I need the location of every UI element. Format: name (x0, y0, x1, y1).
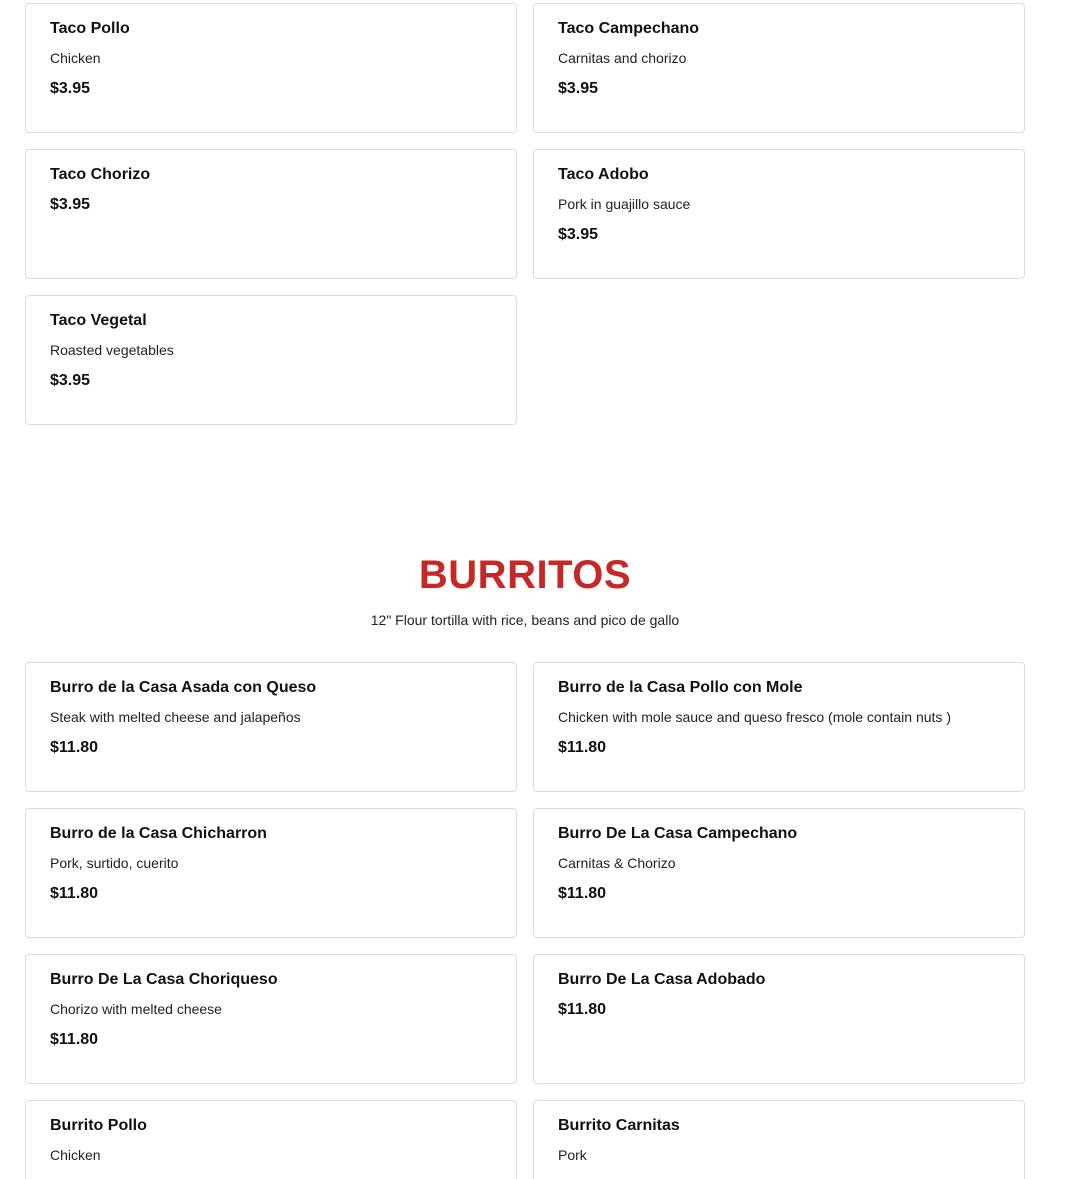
item-name: Burro de la Casa Pollo con Mole (558, 679, 803, 696)
item-price: $11.80 (558, 1001, 607, 1018)
item-name: Taco Pollo (50, 20, 130, 37)
item-description: Steak with melted cheese and jalapeños (50, 709, 301, 725)
item-description: Pork (558, 1147, 587, 1163)
item-name: Taco Chorizo (50, 166, 151, 183)
menu-item-card[interactable] (25, 662, 517, 792)
menu-item-card[interactable] (533, 149, 1025, 279)
section-title: BURRITOS (418, 553, 632, 597)
menu-item-card[interactable] (25, 954, 517, 1084)
item-description: Chicken (50, 50, 101, 66)
item-price: $11.80 (558, 885, 607, 902)
item-description: Pork in guajillo sauce (558, 196, 691, 212)
menu-item-card[interactable] (25, 808, 517, 938)
item-price: $11.80 (50, 739, 99, 756)
item-price: $3.95 (50, 196, 91, 213)
item-name: Burrito Carnitas (558, 1117, 680, 1134)
item-price: $11.80 (50, 1031, 99, 1048)
menu-item-card[interactable] (533, 808, 1025, 938)
menu-item-card[interactable] (533, 662, 1025, 792)
menu-item-card[interactable] (533, 3, 1025, 133)
item-name: Burro De La Casa Campechano (558, 825, 798, 842)
item-price: $3.95 (558, 226, 599, 243)
item-name: Burro de la Casa Asada con Queso (50, 679, 317, 696)
section-subtitle: 12" Flour tortilla with rice, beans and pico de gallo (370, 612, 680, 628)
item-description: Carnitas and chorizo (558, 50, 687, 66)
item-description: Chorizo with melted cheese (50, 1001, 222, 1017)
item-description: Roasted vegetables (50, 342, 174, 358)
burritos-menu-grid (25, 662, 1025, 1179)
item-description: Pork, surtido, cuerito (50, 855, 179, 871)
item-name: Taco Campechano (558, 20, 700, 37)
tacos-menu-grid (25, 3, 1025, 425)
menu-item-card[interactable] (25, 149, 517, 279)
item-price: $3.95 (50, 80, 91, 97)
item-price: $3.95 (558, 80, 599, 97)
menu-item-card[interactable] (25, 295, 517, 425)
item-name: Burrito Pollo (50, 1117, 147, 1134)
item-price: $11.80 (558, 739, 607, 756)
item-description: Chicken with mole sauce and queso fresco (mole contain nuts ) (558, 709, 951, 725)
item-description: Carnitas & Chorizo (558, 855, 676, 871)
item-name: Taco Adobo (558, 166, 649, 183)
item-price: $11.80 (50, 885, 99, 902)
item-name: Taco Vegetal (50, 312, 147, 329)
menu-item-card[interactable] (25, 1100, 517, 1179)
menu-item-card[interactable] (533, 1100, 1025, 1179)
item-description: Chicken (50, 1147, 101, 1163)
item-name: Burro De La Casa Adobado (558, 971, 766, 988)
item-name: Burro De La Casa Choriqueso (50, 971, 278, 988)
menu-item-card[interactable] (533, 954, 1025, 1084)
item-price: $3.95 (50, 372, 91, 389)
item-name: Burro de la Casa Chicharron (50, 825, 267, 842)
menu-item-card[interactable] (25, 3, 517, 133)
